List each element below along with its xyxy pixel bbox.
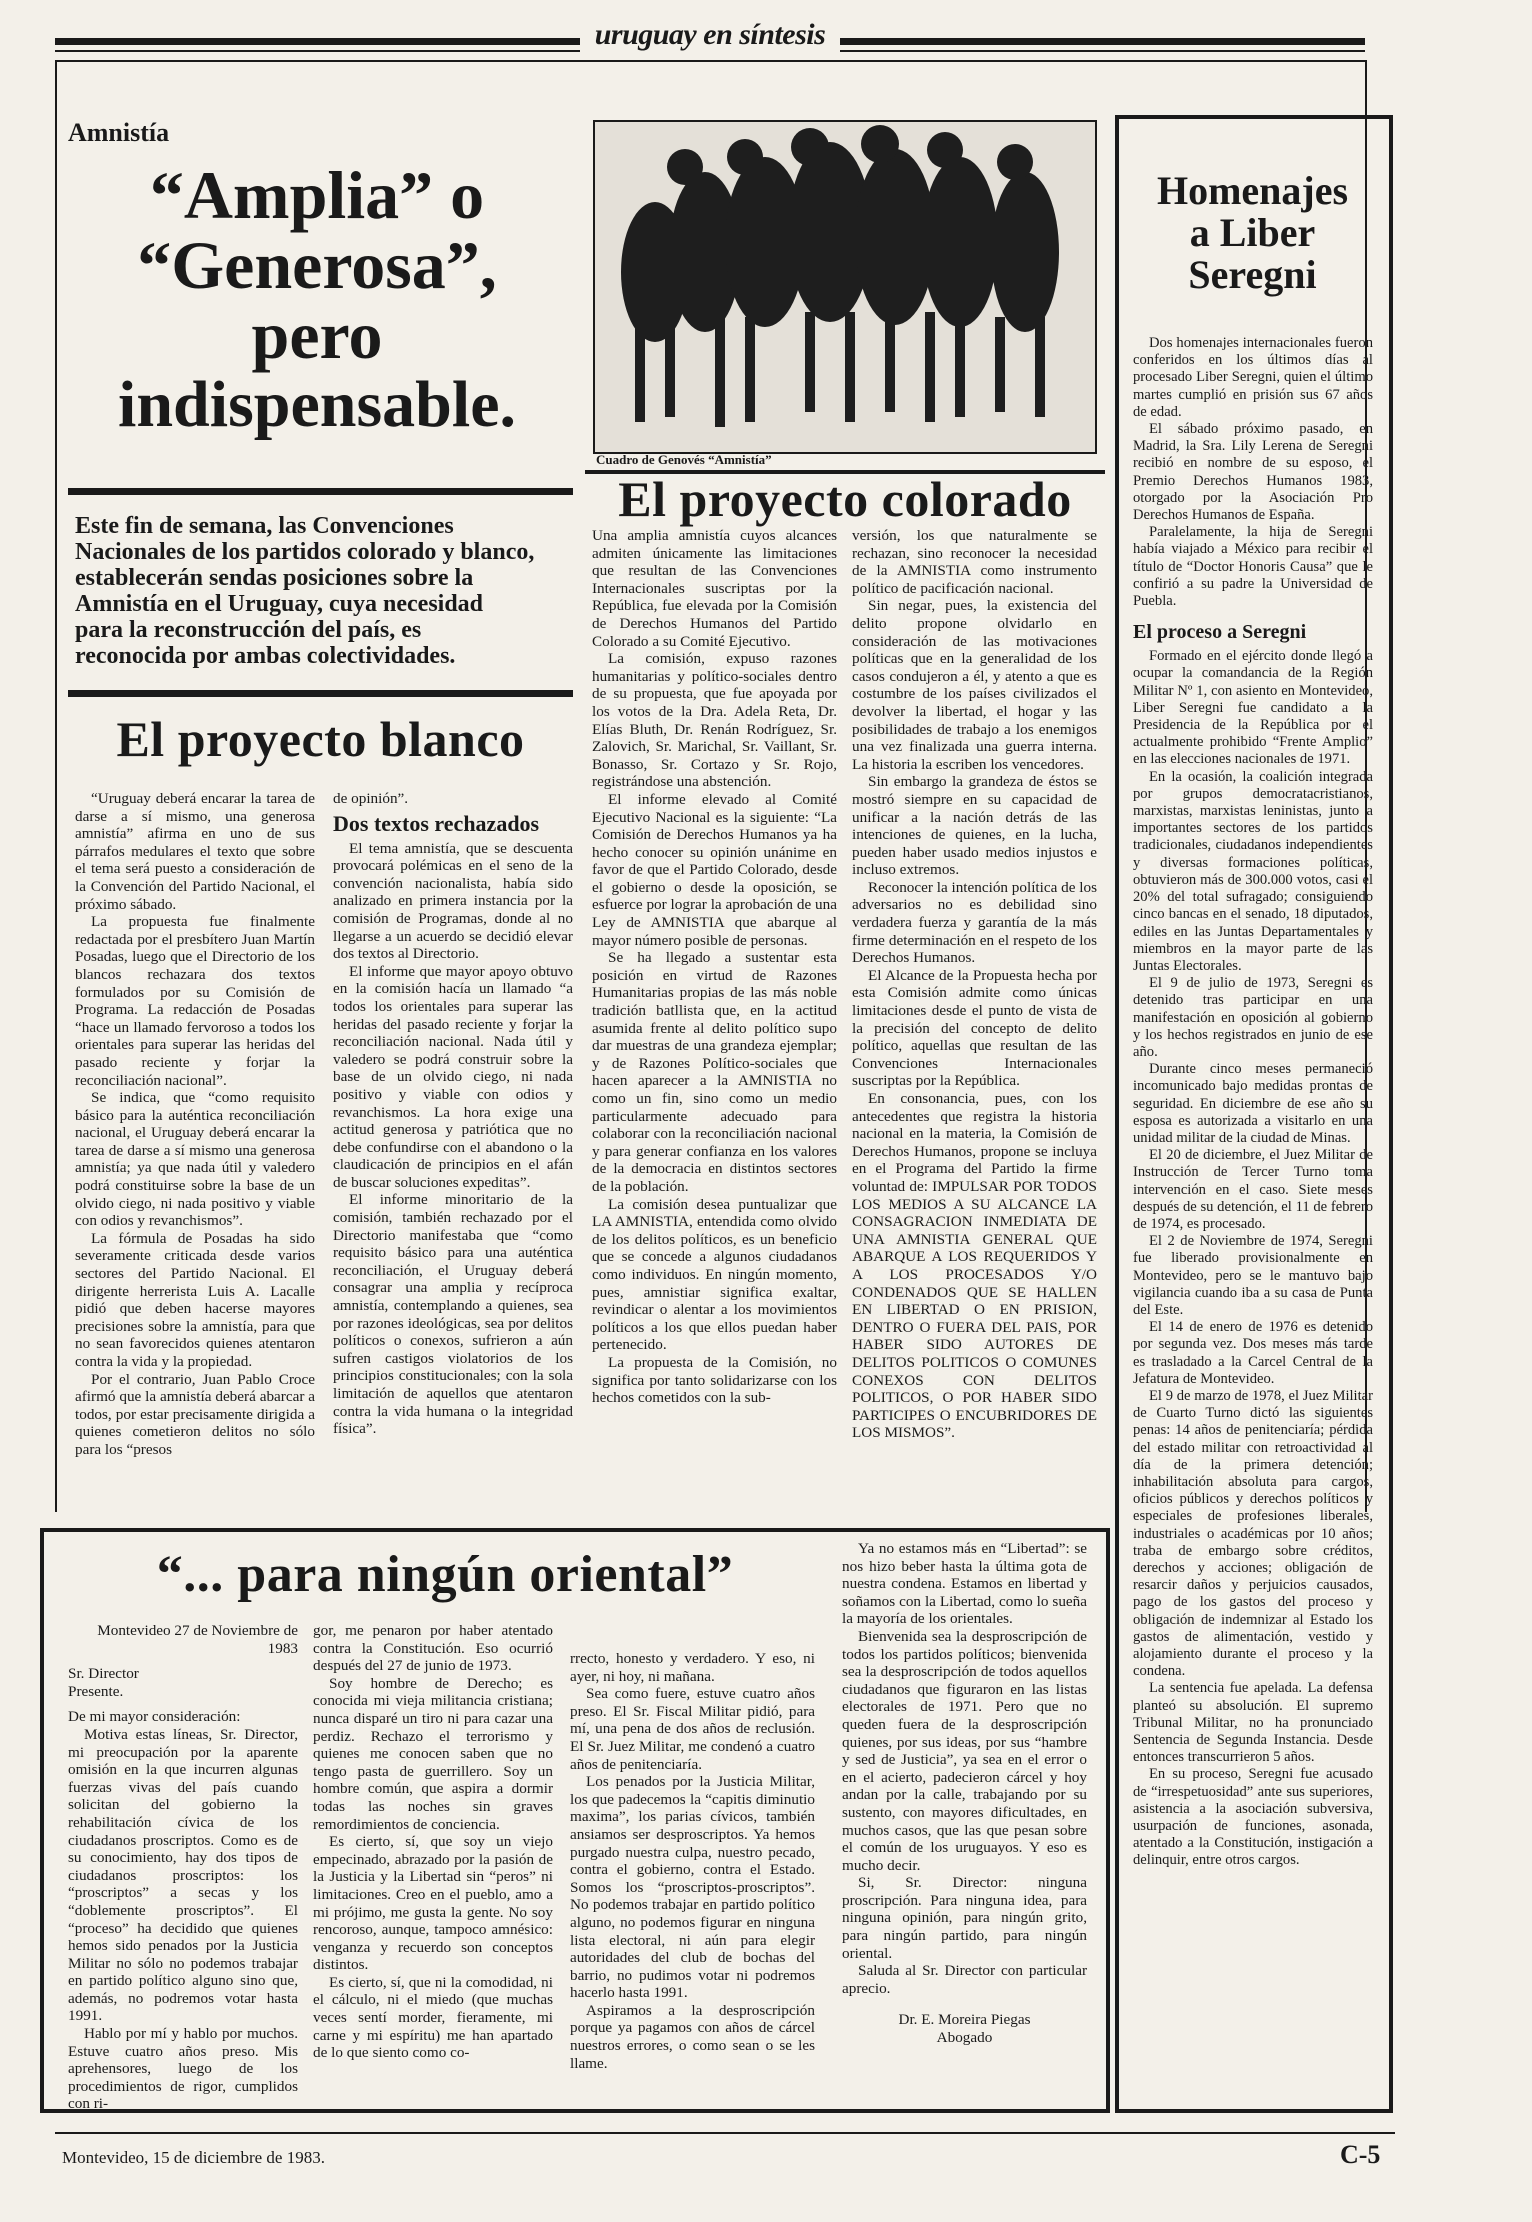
colorado-col-2	[852, 527, 1097, 1525]
paragraph: En su proceso, Seregni fue acusado de “irrespetuosidad” ante sus superiores, asistencia a la asociación subversiva, usurpación de funciones, asonada, atentado a la Constitución, instigación a delinquir, entre otros cargos.	[1133, 1766, 1373, 1869]
paragraph: Soy hombre de Derecho; es conocida mi vieja militancia cristiana; nunca disparé un tiro ni para cazar una perdiz. Rechazo el terrorismo y quienes me conocen saben que no tengo pasta de guerrillero. Soy un hombre común, que aspira a dormir todas las noches sin graves remordimientos de conciencia.	[313, 1674, 553, 1833]
paragraph: versión, los que naturalmente se rechazan, sino reconocer la necesidad de la AMNISTIA como instrumento político de pacificación nacional.	[852, 527, 1097, 597]
paragraph: La fórmula de Posadas ha sido severamente criticada desde varios sectores del Partido Nacional. El dirigente herrerista Luis A. Lacalle pidió que deben hacerse mayores precisiones sobre la amnistía, para que no sean favorecidos quienes atentaron contra la vida y la propiedad.	[75, 1229, 315, 1370]
masthead-title: uruguay en síntesis	[594, 18, 826, 51]
footer-rule	[55, 2132, 1395, 2134]
blanco-subhead: Dos textos rechazados	[333, 810, 540, 836]
paragraph: La comisión desea puntualizar que LA AMNISTIA, entendida como olvido de los delitos políticos, es un beneficio que se concede a algunos ciudadanos como individuos. En ningún momento, pues, amnistiar significa exaltar, revindicar o alentar a los movimientos políticos a los que ellos puedan haber pertenecido.	[592, 1195, 837, 1354]
paragraph: Reconocer la intención política de los adversarios no es debilidad sino verdadera fuerza y garantía de la más firme determinación en el respeto de los Derechos Humanos.	[852, 878, 1097, 967]
paragraph: Los penados por la Justicia Militar, los que padecemos la “capitis diminutio maxima”, los parias cívicos, también ansiamos ser desproscriptos. Ya hemos purgado nuestra culpa, nuestro pecado, contra el gobierno, contra el Estado. Somos los “proscriptos-proscriptos”. No podemos trabajar en partido político alguno, no podemos figurar en ninguna lista electoral, ni aún para elegir autoridades del club de bochas del barrio, no pudimos votar ni podremos hacerlo hasta 1991.	[570, 1773, 815, 2002]
homenajes-title	[1125, 170, 1380, 296]
colorado-title: El proyecto colorado	[618, 471, 1072, 527]
letter-opening: De mi mayor consideración:	[68, 1708, 241, 1726]
paragraph: El 2 de Noviembre de 1974, Seregni fue liberado provisionalmente en Montevideo, pero se le mantuvo bajo vigilancia cuando iba a su casa de Punta del Este.	[1133, 1233, 1373, 1318]
paragraph: Formado en el ejército donde llegó a ocupar la comandancia de la Región Militar Nº 1, con asiento en Montevideo, Liber Seregni fue candidato a la Presidencia de la República por el actualmente prohibido “Frente Amplio” en las elecciones nacionales de 1971.	[1133, 648, 1373, 768]
lead-paragraph: Este fin de semana, las Convenciones Nacionales de los partidos colorado y blanco, establecerán sendas posiciones sobre la Amnistía en el Uruguay, cuya necesidad para la reconstrucción del país, es reconocida por ambas colectividades.	[75, 513, 535, 669]
paragraph: La propuesta de la Comisión, no significa por tanto solidarizarse con los hechos cometidos con la sub-	[592, 1353, 837, 1407]
paragraph: La sentencia fue apelada. La defensa planteó su absolución. El supremo Tribunal Militar, no ha pronunciado Sentencia de Segunda Instancia. Desde entonces transcurrieron 5 años.	[1133, 1680, 1373, 1766]
paragraph: El 14 de enero de 1976 es detenido por segunda vez. Dos meses más tarde es trasladado a la Carcel Central de la Jefatura de Montevideo.	[1133, 1319, 1373, 1387]
letter-signature	[842, 2011, 1087, 2046]
paragraph: El informe elevado al Comité Ejecutivo Nacional es la siguiente: “La Comisión de Derechos Humanos ya ha hecho conocer su opinión unánime en favor de que el Partido Colorado, desde el gobierno o desde la oposición, se esfuerce por lograr la aprobación de una Ley de AMNISTIA que abarque al mayor número posible de personas.	[592, 790, 837, 949]
paragraph: rrecto, honesto y verdadero. Y eso, ni ayer, ni hoy, ni mañana.	[570, 1650, 815, 1685]
letter-addressee: Presente.	[68, 1682, 124, 1700]
letter-date: Montevideo 27 de Noviembre de 1983	[97, 1622, 298, 1657]
signature-name: Dr. E. Moreira Piegas	[898, 2011, 1031, 2029]
homenajes-text	[1133, 335, 1373, 2095]
paragraph: de opinión”.	[333, 790, 409, 807]
paragraph: Aspiramos a la desproscripción porque ya pagamos con años de cárcel nuestros errores, o como sean o se les llame.	[570, 2001, 815, 2072]
homenajes-title-line-1: Homenajes	[1156, 168, 1349, 213]
masthead-rule-left	[55, 38, 580, 45]
headline-line-4: indispensable.	[118, 368, 516, 441]
paragraph: Si, Sr. Director: ninguna proscripción. Para ninguna idea, para ninguna opinión, para ningún grito, para ningún partido, para ningún oriental.	[842, 1874, 1087, 1962]
genoves-painting	[593, 120, 1097, 454]
paragraph: Por el contrario, Juan Pablo Croce afirmó que la amnistía deberá abarcar a todos, por estar precisamente dirigida a quienes cometieron delitos no sólo para los “presos	[75, 1370, 315, 1458]
paragraph: El 9 de marzo de 1978, el Juez Militar de Cuarto Turno dictó las siguientes penas: 14 años de penitenciaría; pérdida del estado militar con retroactividad al día de la primera detención; inhabilitación absoluta para cargos, oficios públicos y derechos políticos y especiales de profesiones liberales, industriales o académicas por 10 años; traba de embargo sobre créditos, derechos y acciones; obligación de resarcir daños y perjuicios causados, pago de los gastos del proceso y obligación de indemnizar al Estado los gastos de alimentación, vestido y alojamiento durante el proceso y la condena.	[1133, 1387, 1373, 1680]
paragraph: La propuesta fue finalmente redactada por el presbítero Juan Martín Posadas, luego que el Directorio de los blancos rechazara dos textos formulados por su Comisión de Programa. La redacción de Posadas “hace un llamado fervoroso a todos los orientales para superar las heridas del pasado reciente y forjar la reconciliación nacional”.	[75, 913, 315, 1089]
footer-dateline: Montevideo, 15 de diciembre de 1983.	[62, 2148, 325, 2167]
paragraph: El Alcance de la Propuesta hecha por esta Comisión admite como únicas limitaciones desde el punto de vista de la precisión del concepto de delito político, aquellas que resultan de las Convenciones Internacionales suscriptas por la República.	[852, 966, 1097, 1090]
paragraph: El sábado próximo pasado, en Madrid, la Sra. Lily Lerena de Seregni recibió en nombre de su esposo, el Premio Derechos Humanos 1983, otorgado por la Asociación Pro Derechos Humanos de España.	[1133, 421, 1373, 524]
masthead-rule-right-thin	[840, 50, 1365, 52]
paragraph: “Uruguay deberá encarar la tarea de darse a sí mismo, una generosa amnistía” afirma en uno de sus párrafos medulares el texto que sobre el tema será puesto a consideración de la Convención del Partido Nacional, el próximo sábado.	[75, 790, 315, 913]
signature-title: Abogado	[936, 2029, 993, 2047]
homenajes-subhead: El proceso a Seregni	[1133, 621, 1307, 644]
main-headline	[62, 157, 572, 441]
letter-col-3	[570, 1650, 815, 2097]
paragraph: Dos homenajes internacionales fueron conferidos en los últimos días al procesado Liber Seregni, quien el último martes cumplió en prisión sus 67 años de edad.	[1133, 335, 1373, 420]
paragraph: Ya no estamos más en “Libertad”: se nos hizo beber hasta la última gota de nuestra condena. Estamos en libertad y soñamos con la Libertad, como lo sueña la mayoría de los orientales.	[842, 1540, 1087, 1628]
lead-rule-top	[68, 488, 573, 495]
painting-figures-icon	[595, 122, 1095, 452]
blanco-col-2	[333, 790, 573, 1525]
blanco-col-1	[75, 790, 315, 1525]
paragraph: Es cierto, sí, que ni la comodidad, ni el cálculo, ni el miedo (que muchas veces sentí morder, fieramente, mi carne y mi espíritu) me han apartado de lo que siento como co-	[313, 1973, 553, 2062]
paragraph: Se ha llegado a sustentar esta posición en virtud de Razones Humanitarias propias de las más noble tradición batllista que, en la actitud asumida frente al delito político supo dar muestras de una grandeza ejemplar; y de Razones Político-sociales que hacen aparecer a la AMNISTIA no como un fin, sino como un medio particularmente adecuado para colaborar con la reconciliación nacional y para generar confianza en los valores de la democracia en distintos sectores de la población.	[592, 949, 837, 1195]
paragraph: Es cierto, sí, que soy un viejo empecinado, abrazado por la pasión de la Justicia y la Libertad sin “peros” ni limitaciones. Creo en el pueblo, amo a mi prójimo, me gusta la gente. No soy rencoroso, aunque, tampoco amnésico: venganza y recuerdo son conceptos distintos.	[313, 1833, 553, 1974]
paragraph: Paralelamente, la hija de Seregni había viajado a México para recibir el título de “Doctor Honoris Causa” que le confirió a su padre la Universidad de Puebla.	[1133, 524, 1373, 610]
letter-col-1	[68, 1622, 298, 2113]
page-number: C-5	[1340, 2140, 1381, 2169]
paragraph: Hablo por mí y hablo por muchos. Estuve cuatro años preso. Mis aprehensores, luego de los procedimientos de rigor, cumplidos con ri-	[68, 2025, 298, 2113]
paragraph: El tema amnistía, que se descuenta provocará polémicas en el seno de la convención nacionalista, había sido analizado en primera instancia por la comisión de Programas, donde al no llegarse a un acuerdo se decidió elevar dos textos al Directorio.	[333, 839, 573, 963]
colorado-col-1	[592, 527, 837, 1525]
paragraph: Sea como fuere, estuve cuatro años preso. El Sr. Fiscal Militar pidió, para mí, una pena de dos años de reclusión. El Sr. Juez Militar, me condenó a cuatro años de penitenciaría.	[570, 1685, 815, 1773]
paragraph: Durante cinco meses permaneció incomunicado bajo medidas prontas de seguridad. En diciembre de ese año su esposa es autorizada a visitarlo en una unidad militar de la ciudad de Minas.	[1133, 1061, 1373, 1146]
paragraph: gor, me penaron por haber atentado contra la Constitución. Eso ocurrió después del 27 de junio de 1973.	[313, 1622, 553, 1675]
letter-col-4	[842, 1540, 1087, 2097]
letter-col-2	[313, 1622, 553, 2097]
headline-line-2: “Generosa”,	[137, 227, 497, 303]
paragraph: Sin negar, pues, la existencia del delito propone olvidarlo en consideración de las motivaciones políticas que en la generalidad de los casos condujeron a él, y atento a que es costumbre de los países civilizados el devolver la libertad, el hogar y las posibilidades de trabajo a los enemigos una vez finalizada una guerra interna. La historia la escriben los vencedores.	[852, 597, 1097, 773]
masthead-rule-right	[840, 38, 1365, 45]
paragraph: Una amplia amnistía cuyos alcances admiten únicamente las limitaciones que resultan de las Convenciones Internacionales suscriptas por la República, fue elevada por la Comisión de Derechos Humanos del Partido Colorado a su Comité Ejecutivo.	[592, 527, 837, 650]
paragraph: Motiva estas líneas, Sr. Director, mi preocupación por la aparente omisión en la que incurren algunas fuerzas vivas del país cuando solicitan del gobierno la rehabilitación cívica de los ciudadanos proscriptos. Como es de su conocimiento, hay dos tipos de ciudadanos proscriptos: los “proscriptos” a secas y los “doblemente proscriptos”. El “proceso” ha decidido que quienes hemos sido penados por la Justicia Militar no sólo no podemos trabajar en partido político alguno sino que, además, no podremos votar hasta 1991.	[68, 1725, 298, 2025]
paragraph: En consonancia, pues, con los antecedentes que registra la historia nacional en la materia, la Comisión de Derechos Humanos, propone se incluya en el Programa del Partido la firme voluntad de: IMPULSAR POR TODOS LOS MEDIOS A SU ALCANCE LA CONSAGRACION INMEDIATA DE UNA AMNISTIA GENERAL QUE ABARQUE A LOS REQUERIDOS Y A LOS PROCESADOS Y/O CONDENADOS QUE SE HALLEN EN LIBERTAD O EN PRISION, DENTRO O FUERA DEL PAIS, POR HABER SIDO AUTORES DE DELITOS POLITICOS O COMUNES CONEXOS CON DELITOS POLITICOS, O POR HABER SIDO PARTICIPES O ENCUBRIDORES DE LOS MISMOS”.	[852, 1090, 1097, 1442]
paragraph: El 20 de diciembre, el Juez Militar de Instrucción de Tercer Turno toma intervención en el caso. Siete meses después de su detención, el 11 de febrero de 1974, es procesado.	[1133, 1147, 1373, 1232]
paragraph: El informe minoritario de la comisión, también rechazado por el Directorio manifestaba que “como requisito básico para una auténtica reconciliación, el Uruguay deberá consagrar una amplia y recíproca amnistía, contemplando a quienes, sea por razones ideológicas, sea por delitos políticos o conexos, sufrieron a aún sufren castigos violatorios de los principios constitucionales; con la sola limitación de aquellos que atentaron contra la vida humana o la integridad física”.	[333, 1191, 573, 1438]
headline-line-1: “Amplia” o	[149, 157, 485, 233]
paragraph: El 9 de julio de 1973, Seregni es detenido tras participar en una manifestación en oposición al gobierno y los hechos registrados en junio de ese año.	[1133, 975, 1373, 1060]
blanco-title: El proyecto blanco	[116, 711, 525, 767]
paragraph: La comisión, expuso razones humanitarias y político-sociales dentro de su propuesta, que fue apoyada por los votos de la Dra. Adela Reta, Dr. Elías Bluth, Dr. Renán Rodríguez, Sr. Zalovich, Sr. Marichal, Sr. Vaillant, Sr. Bonasso, Sr. Cortazo y Sr. Rojo, registrándose una abstención.	[592, 650, 837, 791]
section-kicker: Amnistía	[68, 118, 170, 147]
photo-caption: Cuadro de Genovés “Amnistía”	[596, 452, 772, 467]
masthead-rule-left-thin	[55, 50, 580, 52]
paragraph: El informe que mayor apoyo obtuvo en la comisión hacía un llamado “a todos los orientales para superar las heridas del pasado reciente y forjar la reconciliación nacional. Nada útil y valedero se podrá construir sobre la base de un olvido ciego, ni nada positivo y viable con odios y revanchismos. La hora exige una actitud generosa y patriótica que no debe confundirse con el abandono o la claudicación de principios en el afán de buscar soluciones expeditas”.	[333, 962, 573, 1191]
paragraph: En la ocasión, la coalición integrada por grupos democratacristianos, marxistas, marxistas leninistas, junto a importantes sectores de los partidos tradicionales, ciudadanos independientes y diversas formaciones políticas, obtuvieron más de 300.000 votos, casi el 20% del total sufragado; consiguiendo cinco bancas en el senado, 18 diputados, ediles en las Juntas Departamentales y miembros en la mayor parte de las Juntas Electorales.	[1133, 768, 1373, 974]
paragraph: Bienvenida sea la desproscripción de todos los partidos políticos; bienvenida sea la desproscripción de todos aquellos ciudadanos que figuraron en las listas electorales de 1971. Pero que no queden fuera de la desproscripción quienes, por sus ideas, por sus “hambre y sed de Justicia”, ya sea en el error o en el acierto, padecieron cárcel y hoy andan por la calle, trabajando por su sustento, con mayores dificultades, en muchos casos, que las que pesan sobre el común de los uruguayos. Y eso es mucho decir.	[842, 1627, 1087, 1874]
letter-title: “... para ningún oriental”	[156, 1546, 734, 1603]
paragraph: Sin embargo la grandeza de éstos se mostró siempre en su capacidad de unificar a la nación detrás de las intenciones de quienes, en la lucha, pueden haber usado medios injustos e incluso extremos.	[852, 773, 1097, 879]
headline-line-3: pero	[251, 297, 383, 373]
lead-rule-bottom	[68, 690, 573, 697]
homenajes-title-line-3: Seregni	[1188, 252, 1317, 297]
paragraph: Saluda al Sr. Director con particular aprecio.	[842, 1962, 1087, 1997]
letter-addressee: Sr. Director	[68, 1665, 139, 1683]
homenajes-title-line-2: a Liber	[1189, 210, 1316, 255]
paragraph: Se indica, que “como requisito básico para la auténtica reconciliación nacional, el Uruguay deberá encarar la tarea de darse a sí mismo una generosa amnistía; ya que nada útil y valedero podrá constituirse sobre la base de un olvido ciego, ni nada positivo y viable con odios y revanchismos”.	[75, 1089, 315, 1230]
